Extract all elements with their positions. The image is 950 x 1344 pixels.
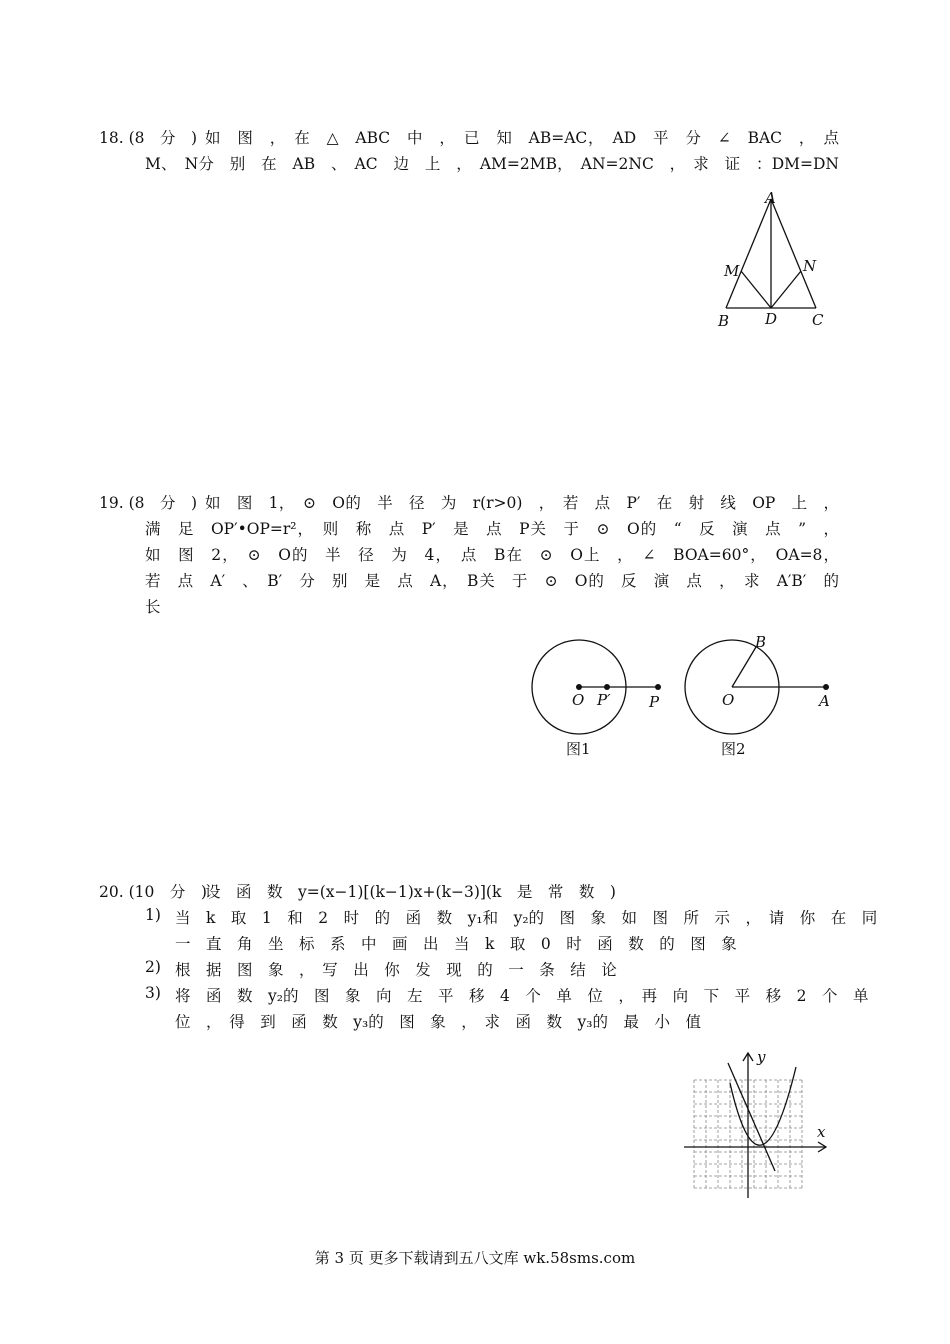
page-footer: 第 3 页 更多下载请到五八文库 wk.58sms.com [314,1249,636,1267]
q20-item3-line-a: 将 函 数 y₂的 图 象 向 左 平 移 4 个 单 位 ， 再 向 下 平 移 2 个 单 [175,987,869,1005]
q20-item2-line: 根 据 图 象 ， 写 出 你 发 现 的 一 条 结 论 [175,961,617,979]
fig2-caption: 图2 [721,740,746,758]
label-m: M [724,262,740,280]
fig1-label-p-prime: P′ [597,691,611,709]
q19-line-3: 如 图 2， ⊙ O的 半 径 为 4， 点 B在 ⊙ O上 ， ∠ BOA=60°， OA=8， [145,546,839,564]
q20-item1-line-a: 当 k 取 1 和 2 时 的 函 数 y₁和 y₂的 图 象 如 图 所 示 ， 请 你 在 同 [175,909,878,927]
q18-line-1: 如 图 ， 在 △ ABC 中 ， 已 知 AB=AC， AD 平 分 ∠ BAC ， 点 [205,129,839,147]
q20-item3-line-b: 位 ， 得 到 函 数 y₃的 图 象 ， 求 函 数 y₃的 最 小 值 [175,1013,701,1031]
q20-item1-line-b: 一 直 角 坐 标 系 中 画 出 当 k 取 0 时 函 数 的 图 象 [175,935,737,953]
graph-x-label: x [817,1123,826,1141]
graph-y-label: y [757,1048,766,1066]
q18-triangle-figure [710,185,840,335]
fig2-label-o: O [722,691,735,709]
q19-line-5: 长 [145,598,161,616]
q18-line-2: M、 N分 别 在 AB 、 AC 边 上 ， AM=2MB， AN=2NC ， 求 证 ：DM=DN [145,155,839,173]
q20-function-graph [680,1045,840,1205]
label-b: B [718,312,730,330]
q20-item1-number: 1) [145,906,161,924]
q19-circles-figure [525,630,845,780]
fig1-caption: 图1 [566,740,591,758]
q19-line-1: 如 图 1， ⊙ O的 半 径 为 r(r>0) ， 若 点 P′ 在 射 线 OP 上 ， [205,494,839,512]
label-n: N [803,257,817,275]
q19-line-4: 若 点 A′ 、 B′ 分 别 是 点 A， B关 于 ⊙ O的 反 演 点 ， 求 A′B′ 的 [145,572,839,590]
q20-number: 20. (10 分 ) [99,883,207,901]
q20-item3-number: 3) [145,984,161,1002]
fig2-label-b: B [755,633,767,651]
label-d: D [765,310,778,328]
label-a: A [765,189,776,207]
q20-line-1: 设 函 数 y=(x−1)[(k−1)x+(k−3)](k 是 常 数 ) [205,883,616,901]
label-c: C [812,311,824,329]
fig1-label-p: P [649,693,660,711]
q19-number: 19. (8 分 ) [99,494,198,512]
q20-item2-number: 2) [145,958,161,976]
q19-line-2: 满 足 OP′•OP=r²， 则 称 点 P′ 是 点 P关 于 ⊙ O的 “ 反 演 点 ” ， [145,520,839,538]
q18-number: 18. (8 分 ) [99,129,198,147]
fig2-label-a: A [819,692,830,710]
fig1-label-o: O [572,691,585,709]
